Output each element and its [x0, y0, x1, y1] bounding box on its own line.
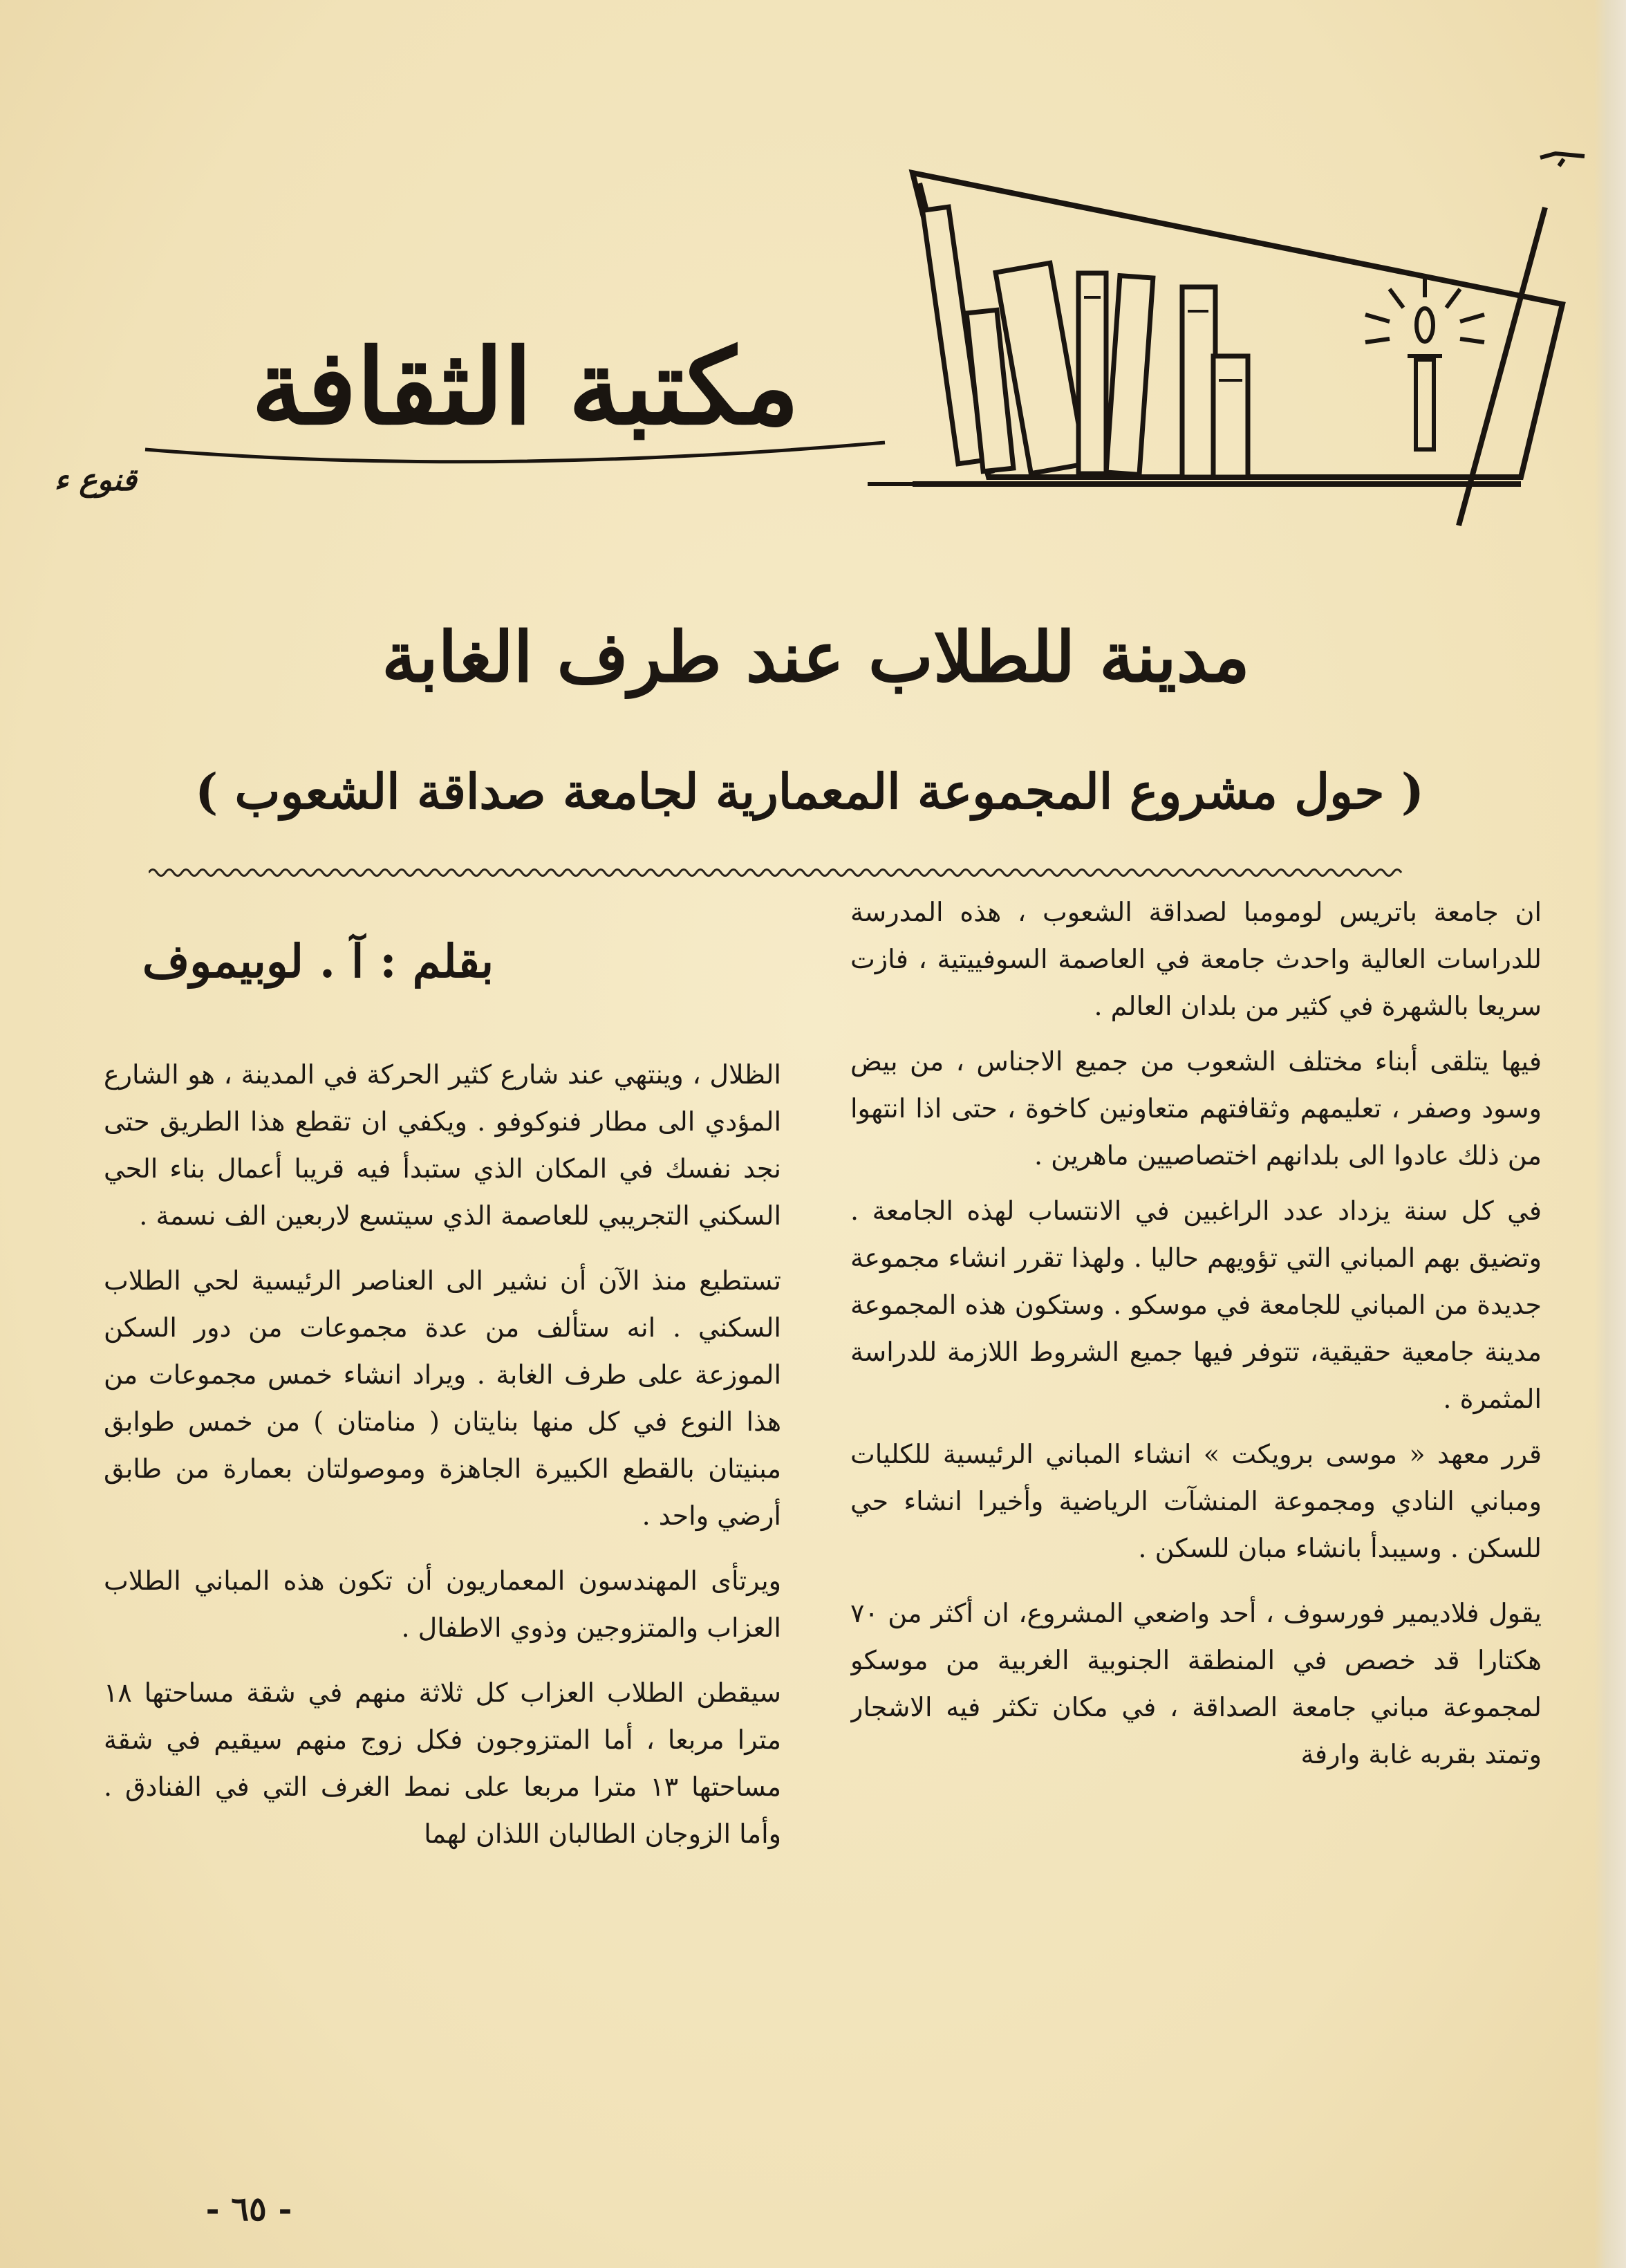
paragraph: ويرتأى المهندسون المعماريون أن تكون هذه المباني الطلاب العزاب والمتزوجين وذوي الاطفال .: [104, 1565, 781, 1643]
paragraph: الظلال ، وينتهي عند شارع كثير الحركة في المدينة ، هو الشارع المؤدي الى مطار فنوكوفو . ويكفي ان تقطع هذا الطريق حتى نجد نفسك في المكان الذي ستبدأ فيه قريبا أعمال بناء الحي السكني التجريبي للعاصمة الذي سيتسع لاربعين الف نسمة .: [104, 1059, 781, 1231]
article-column-left: [104, 1051, 781, 2171]
books-icon: [922, 207, 1248, 477]
candle-icon: [1365, 277, 1484, 449]
header-illustration: [0, 0, 1626, 567]
article-byline: بقلم : آ . لوبيموف: [142, 934, 494, 988]
section-title: مكتبة الثقافة: [251, 326, 800, 448]
paragraph: ان جامعة باتريس لومومبا لصداقة الشعوب ، هذه المدرسة للدراسات العالية واحدث جامعة في العاصمة السوفييتية ، فازت سريعا بالشهرة في كثير من بلدان العالم .: [850, 897, 1542, 1021]
artist-signature: قنوع ء: [54, 463, 137, 498]
paragraph: تستطيع منذ الآن أن نشير الى العناصر الرئيسية لحي الطلاب السكني . انه ستألف من عدة مجموعات من دور السكن الموزعة على طرف الغابة . ويراد انشاء خمس مجموعات من هذا النوع في كل منها بنايتان ( منامتان ) من خمس طوابق مبنيتان بالقطع الكبيرة الجاهزة وموصولتان بعمارة من طابق أرضي واحد .: [104, 1265, 781, 1531]
paragraph: يقول فلاديمير فورسوف ، أحد واضعي المشروع، ان أكثر من ٧٠ هكتارا قد خصص في المنطقة الجنوبية الغربية من موسكو لمجموعة مباني جامعة الصداقة ، في مكان تكثر فيه الاشجار وتمتد بقربه غابة وارفة: [850, 1598, 1542, 1769]
paragraph: قرر معهد « موسى برويكت » انشاء المباني الرئيسية للكليات ومباني النادي ومجموعة المنشآت الرياضية وأخيرا انشاء حي للسكن . وسيبدأ بانشاء مبان للسكن .: [850, 1439, 1542, 1563]
paragraph: في كل سنة يزداد عدد الراغبين في الانتساب لهذه الجامعة . وتضيق بهم المباني التي تؤويهم حاليا . ولهذا تقرر انشاء مجموعة جديدة من المباني للجامعة في موسكو . وستكون هذه المجموعة مدينة جامعية حقيقية، تتوفر فيها جميع الشروط اللازمة للدراسة المثمرة .: [850, 1196, 1542, 1414]
article-title: مدينة للطلاب عند طرف الغابة: [382, 616, 1250, 698]
article-subtitle: ( حول مشروع المجموعة المعمارية لجامعة صداقة الشعوب ): [195, 763, 1424, 820]
wavy-divider: [149, 864, 1517, 881]
article-column-right: [850, 889, 1542, 2202]
paragraph: فيها يتلقى أبناء مختلف الشعوب من جميع الاجناس ، من بيض وسود وصفر ، تعليمهم وثقافتهم متعاونين كاخوة ، حتى اذا انتهوا من ذلك عادوا الى بلدانهم اختصاصيين ماهرين .: [850, 1046, 1542, 1171]
paragraph: سيقطن الطلاب العزاب كل ثلاثة منهم في شقة مساحتها ١٨ مترا مربعا ، أما المتزوجون فكل زوج منهم سيقيم في شقة مساحتها ١٣ مترا مربعا على نمط الغرف التي في الفنادق . وأما الزوجان الطالبان اللذان لهما: [104, 1677, 781, 1849]
page-number: - ٦٥ -: [205, 2190, 292, 2229]
